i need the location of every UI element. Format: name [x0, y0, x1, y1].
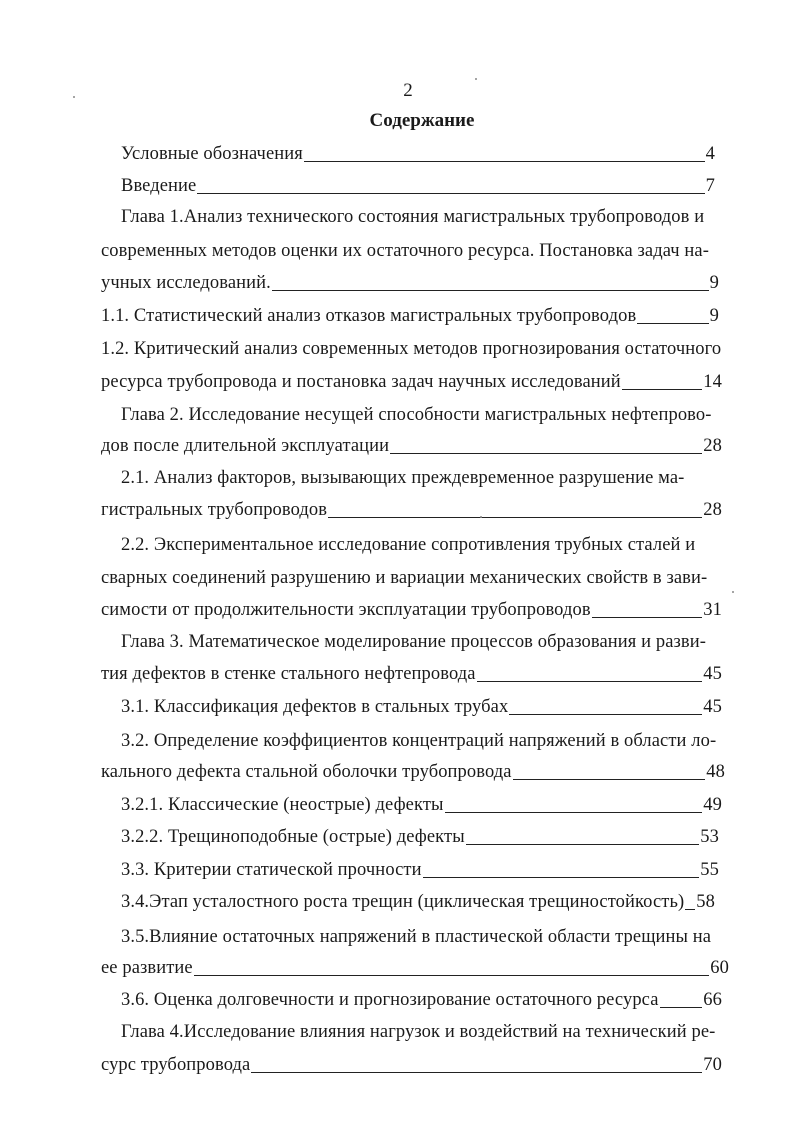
- toc-leader: [685, 909, 695, 910]
- scan-speck: [480, 516, 482, 518]
- toc-entry-label: тия дефектов в стенке стального нефтепровода: [101, 664, 476, 684]
- toc-leader: [445, 812, 703, 813]
- scan-speck: [475, 78, 477, 80]
- toc-leader: [637, 323, 708, 324]
- toc-entry-label: 3.2.1. Классические (неострые) дефекты: [121, 795, 444, 815]
- toc-entry-page: 45: [703, 664, 722, 684]
- toc-entry-line: 2.1. Анализ факторов, вызывающих преждевременное разрушение ма-: [121, 468, 685, 488]
- toc-entry-3-1: [121, 695, 722, 719]
- toc-entry-line: 2.2. Экспериментальное исследование сопротивления трубных сталей и: [121, 535, 696, 555]
- toc-entry-label: ресурса трубопровода и постановка задач научных исследований: [101, 372, 621, 392]
- toc-entry-label: сурс трубопровода: [101, 1055, 251, 1075]
- toc-entry-line: Глава 1.Анализ технического состояния магистральных трубопроводов и: [121, 207, 705, 227]
- toc-entry-2-1: [101, 498, 722, 522]
- toc-entry-page: 66: [703, 990, 722, 1010]
- scan-speck: [73, 96, 75, 98]
- toc-entry-label: дов после длительной эксплуатации: [101, 436, 390, 456]
- toc-entry-3-2: [101, 760, 725, 784]
- toc-entry-page: 9: [709, 306, 719, 326]
- toc-leader: [304, 161, 705, 162]
- toc-entry-line: сварных соединений разрушению и вариации механических свойств в зави-: [101, 568, 708, 588]
- scan-speck: [732, 591, 734, 593]
- toc-entry-1-1: [101, 304, 719, 328]
- toc-entry-label: 1.1. Статистический анализ отказов магистральных трубопроводов: [101, 306, 637, 326]
- toc-entry-chapter-3: [101, 662, 722, 686]
- toc-leader: [660, 1007, 703, 1008]
- toc-entry-page: 28: [703, 436, 722, 456]
- toc-entry-label: Введение: [121, 176, 197, 196]
- toc-entry-label: кального дефекта стальной оболочки трубопровода: [101, 762, 512, 782]
- toc-entry-page: 49: [703, 795, 722, 815]
- toc-entry-1-2: [101, 370, 722, 394]
- toc-entry-chapter-1: [101, 271, 719, 295]
- toc-entry-label: гистральных трубопроводов: [101, 500, 328, 520]
- toc-leader: [466, 844, 700, 845]
- toc-entry-line: Глава 2. Исследование несущей способности магистральных нефтепрово-: [121, 405, 712, 425]
- toc-leader: [622, 389, 703, 390]
- toc-entry-line: 3.5.Влияние остаточных напряжений в пластической области трещины на: [121, 927, 712, 947]
- toc-leader: [194, 975, 710, 976]
- toc-entry-page: 58: [696, 892, 715, 912]
- toc-leader: [423, 877, 700, 878]
- toc-leader: [328, 517, 702, 518]
- toc-leader: [592, 617, 703, 618]
- toc-entry-label: 3.2.2. Трещиноподобные (острые) дефекты: [121, 827, 465, 847]
- toc-entry-page: 4: [705, 144, 715, 164]
- toc-entry-line: 3.2. Определение коэффициентов концентраций напряжений в области ло-: [121, 731, 717, 751]
- toc-entry-page: 53: [700, 827, 719, 847]
- toc-entry-label: Условные обозначения: [121, 144, 303, 164]
- toc-entry-label: симости от продолжительности эксплуатации трубопроводов: [101, 600, 591, 620]
- toc-entry-page: 55: [700, 860, 719, 880]
- toc-entry-line: Глава 3. Математическое моделирование процессов образования и разви-: [121, 632, 707, 652]
- toc-entry-page: 45: [703, 697, 722, 717]
- toc-leader: [477, 681, 703, 682]
- toc-entry-3-4: [121, 890, 720, 914]
- toc-leader: [513, 779, 706, 780]
- toc-leader: [251, 1072, 702, 1073]
- page-number: 2: [403, 80, 413, 101]
- toc-entry-page: 14: [703, 372, 722, 392]
- toc-entry-line: Глава 4.Исследование влияния нагрузок и воздействий на технический ре-: [121, 1022, 716, 1042]
- toc-entry-page: 31: [703, 600, 722, 620]
- toc-entry-3-2-2: [121, 825, 719, 849]
- toc-leader: [390, 453, 702, 454]
- toc-entry-line: 1.2. Критический анализ современных методов прогнозирования остаточного: [101, 339, 722, 359]
- page-title: Содержание: [369, 110, 475, 131]
- toc-leader: [197, 193, 704, 194]
- toc-entry-label: 3.3. Критерии статической прочности: [121, 860, 422, 880]
- toc-entry-label: 3.6. Оценка долговечности и прогнозирование остаточного ресурса: [121, 990, 659, 1010]
- toc-leader: [509, 714, 702, 715]
- toc-entry-chapter-4: [101, 1053, 722, 1077]
- toc-leader: [272, 290, 709, 291]
- toc-entry-3-6: [121, 988, 722, 1012]
- toc-entry-label: 3.1. Классификация дефектов в стальных трубах: [121, 697, 509, 717]
- toc-entry-page: 9: [709, 273, 719, 293]
- toc-entry-line: современных методов оценки их остаточного ресурса. Постановка задач на-: [101, 241, 709, 261]
- toc-entry-symbols: [121, 142, 715, 166]
- toc-entry-page: 48: [706, 762, 725, 782]
- toc-entry-3-5: [101, 956, 729, 980]
- toc-entry-introduction: [121, 174, 715, 198]
- toc-entry-3-3: [121, 858, 719, 882]
- toc-entry-page: 7: [705, 176, 715, 196]
- toc-entry-page: 70: [703, 1055, 722, 1075]
- toc-entry-chapter-2: [101, 434, 722, 458]
- toc-entry-page: 60: [710, 958, 729, 978]
- toc-entry-2-2: [101, 598, 722, 622]
- toc-entry-label: учных исследований.: [101, 273, 271, 293]
- toc-entry-3-2-1: [121, 793, 722, 817]
- toc-entry-page: 28: [703, 500, 722, 520]
- toc-entry-label: ее развитие: [101, 958, 193, 978]
- toc-entry-label: 3.4.Этап усталостного роста трещин (циклическая трещиностойкость): [121, 892, 685, 912]
